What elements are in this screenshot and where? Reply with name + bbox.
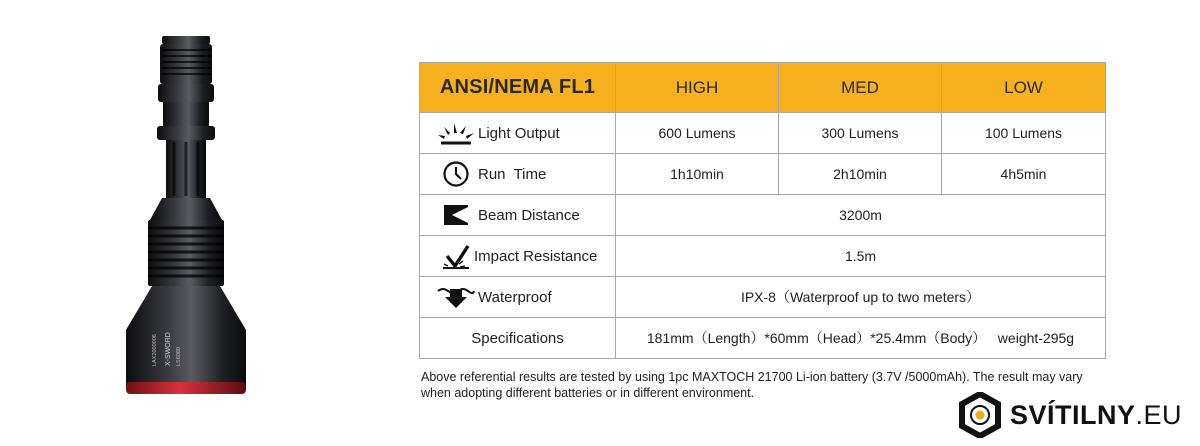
header-high: HIGH	[616, 63, 779, 113]
impact-icon	[438, 242, 474, 270]
row-run-time	[420, 154, 1106, 195]
beam-icon	[434, 203, 478, 227]
label-beam-distance: Beam Distance	[478, 206, 580, 224]
row-waterproof	[420, 277, 1106, 318]
spec-table	[419, 62, 1106, 359]
logo-tld: .EU	[1135, 399, 1183, 430]
run-time-low: 4h5min	[942, 154, 1106, 195]
label-impact-resistance: Impact Resistance	[474, 247, 598, 265]
engraved-brand: X-SWORD	[165, 332, 172, 366]
row-beam-distance	[420, 195, 1106, 236]
header-med: MED	[779, 63, 942, 113]
light-burst-icon	[434, 121, 478, 145]
row-specifications	[420, 318, 1106, 359]
label-run-time: Run Time	[478, 165, 547, 183]
label-light-output: Light Output	[478, 124, 560, 142]
light-output-high: 600 Lumens	[616, 113, 779, 154]
header-low: LOW	[942, 63, 1106, 113]
clock-icon	[434, 160, 478, 188]
impact-resistance-value: 1.5m	[616, 236, 1106, 277]
logo-brand: SVÍTILNY	[1010, 399, 1136, 430]
run-time-high: 1h10min	[616, 154, 779, 195]
row-impact-resistance	[420, 236, 1106, 277]
table-header-row	[420, 63, 1106, 113]
light-output-med: 300 Lumens	[779, 113, 942, 154]
label-specifications: Specifications	[471, 329, 564, 347]
row-light-output	[420, 113, 1106, 154]
engraved-code: LAX2000006	[152, 334, 158, 366]
beam-distance-value: 3200m	[616, 195, 1106, 236]
light-output-low: 100 Lumens	[942, 113, 1106, 154]
waterproof-value: IPX-8（Waterproof up to two meters）	[616, 277, 1106, 318]
engraved-model: LS6080	[176, 347, 182, 366]
label-waterproof: Waterproof	[478, 288, 552, 306]
specifications-value: 181mm（Length）*60mm（Head）*25.4mm（Body） weight-295g	[616, 318, 1106, 359]
flashlight-image	[118, 30, 268, 410]
waterproof-icon	[434, 285, 478, 309]
run-time-med: 2h10min	[779, 154, 942, 195]
flashlight-lens-icon	[958, 392, 1002, 438]
test-note: Above referential results are tested by using 1pc MAXTOCH 21700 Li-ion battery (3.7V /5000mAh). The result may vary when adopting different batteries or in different environment.	[421, 370, 1083, 400]
svitilny-logo	[958, 392, 1182, 438]
header-standard: ANSI/NEMA FL1	[420, 63, 616, 113]
